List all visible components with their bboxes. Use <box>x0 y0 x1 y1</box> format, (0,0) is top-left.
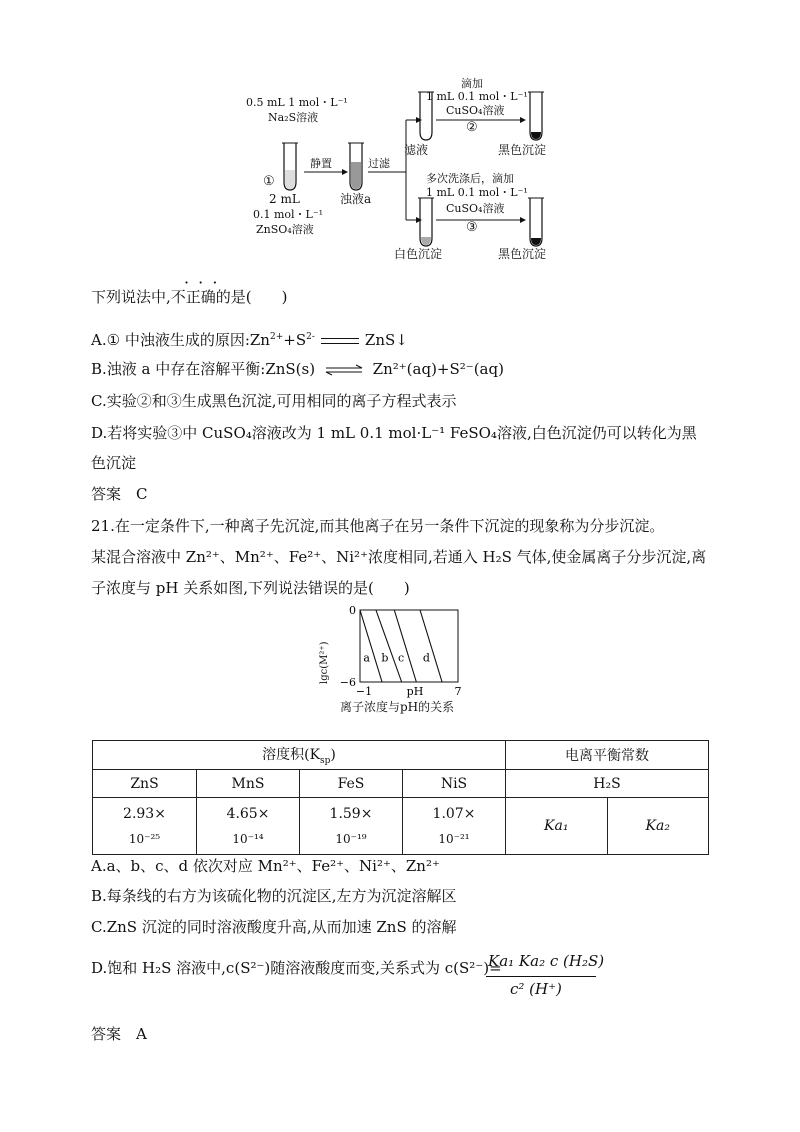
header-ksp: 溶度积$(K_{sp})$ <box>93 741 506 770</box>
equilibrium-arrow-icon <box>324 364 364 376</box>
x-tick-label: 7 <box>454 685 462 698</box>
q21-line1: 21.在一定条件下,一种离子先沉淀,而其他离子在另一条件下沉淀的现象称为分步沉淀。 <box>91 517 665 535</box>
ksp-zns: 2.93× 10⁻²⁵ <box>93 798 197 855</box>
add2-solution: CuSO₄溶液 <box>446 104 505 117</box>
test-tube-black-2 <box>528 198 544 246</box>
q21-answer: 答案 A <box>91 1025 147 1043</box>
wash-label: 多次洗涤后，滴加 <box>426 172 514 185</box>
q21-line2: 某混合溶液中 Zn²⁺、Mn²⁺、Fe²⁺、Ni²⁺浓度相同,若通入 H₂S 气体,使金属离子分步沉淀,离 <box>91 548 707 566</box>
q21-option-d: D.饱和 H₂S 溶液中,c(S²⁻)随溶液酸度而变,关系式为 c(S²⁻)= <box>91 959 502 977</box>
series-label-d: d <box>422 651 430 665</box>
reagent-top-conc: 0.5 mL 1 mol・L⁻¹ <box>246 96 348 109</box>
ksp-table <box>92 740 709 855</box>
fraction-bar <box>486 976 596 977</box>
tube1-solution: ZnSO₄溶液 <box>256 223 314 236</box>
ksp-nis: 1.07× 10⁻²¹ <box>403 798 506 855</box>
turbid-label: 浊液a <box>340 192 372 206</box>
chart-ylabel: lgc(M²⁺) <box>319 641 330 684</box>
step-stand-label: 静置 <box>310 157 332 170</box>
mark-3: ③ <box>466 220 478 235</box>
option-b-text: B.浊液 a 中存在溶解平衡:ZnS(s) <box>91 360 316 378</box>
chart-caption: 离子浓度与pH的关系 <box>340 700 455 714</box>
q20-option-c: C.实验②和③生成黑色沉淀,可用相同的离子方程式表示 <box>91 392 457 410</box>
q21-option-b: B.每条线的右方为该硫化物的沉淀区,左方为沉淀溶解区 <box>91 887 457 905</box>
y-tick-label: −6 <box>339 676 356 689</box>
add3-solution: CuSO₄溶液 <box>446 202 505 215</box>
compound-nis: NiS <box>403 770 506 798</box>
formula-numerator: Ka₁ Ka₂ c (H₂S) <box>488 952 605 970</box>
ka2-cell: Ka₂ <box>607 798 709 855</box>
add2-conc: 1 mL 0.1 mol・L⁻¹ <box>426 90 528 103</box>
q20-option-d-line2: 色沉淀 <box>91 454 137 472</box>
test-tube-1 <box>282 143 298 190</box>
reagent-top-solution: Na₂S溶液 <box>268 111 319 124</box>
option-b-products: Zn²⁺(aq)+S²⁻(aq) <box>372 360 504 378</box>
series-label-c: c <box>398 651 405 665</box>
q20-answer: 答案 C <box>91 485 148 503</box>
filtrate-label: 滤液 <box>404 143 429 157</box>
header-ka: 电离平衡常数 <box>506 741 709 770</box>
formula-denominator: c² (H⁺) <box>510 980 562 998</box>
white-ppt-label: 白色沉淀 <box>394 247 443 261</box>
add3-conc: 1 mL 0.1 mol・L⁻¹ <box>426 186 528 199</box>
compound-fes: FeS <box>300 770 403 798</box>
option-a-product: ZnS↓ <box>364 331 408 349</box>
ka1-cell: Ka₁ <box>506 798 608 855</box>
compound-mns: MnS <box>197 770 300 798</box>
q21-option-a: A.a、b、c、d 依次对应 Mn²⁺、Fe²⁺、Ni²⁺、Zn²⁺ <box>91 857 440 875</box>
q20-stem: 下列说法中,不正确的是( ) <box>91 288 288 306</box>
test-tube-black-1 <box>528 92 544 140</box>
y-tick-label: 0 <box>349 604 356 617</box>
mark-2: ② <box>466 120 478 135</box>
q20-option-b <box>91 359 504 379</box>
tube1-conc: 0.1 mol・L⁻¹ <box>253 208 324 221</box>
add-label: 滴加 <box>461 77 483 90</box>
tube1-volume: 2 mL <box>269 192 300 206</box>
x-axis-label: pH <box>406 685 424 698</box>
q20-option-a: A.① 中浊液生成的原因$:Zn^{2+}+S^{2-}$ ZnS↓ <box>91 331 408 349</box>
emphasis-dots: · · · <box>184 273 220 292</box>
step-filter-label: 过滤 <box>368 157 390 170</box>
plot-frame <box>360 610 458 682</box>
option-a-text: A.① 中浊液生成的原因:Zn <box>91 331 270 349</box>
test-tube-white-ppt <box>418 198 434 246</box>
series-label-b: b <box>381 651 389 665</box>
series-line-a <box>360 610 382 682</box>
black-ppt-label-2: 黑色沉淀 <box>498 247 547 261</box>
black-ppt-label-1: 黑色沉淀 <box>498 143 547 157</box>
series-label-a: a <box>363 651 370 665</box>
x-tick-label: −1 <box>355 685 373 698</box>
equals-sign <box>321 338 359 344</box>
ksp-fes: 1.59× 10⁻¹⁹ <box>300 798 403 855</box>
series-line-d <box>420 610 442 682</box>
tube1-mark: ① <box>263 174 275 189</box>
q20-option-d-line1: D.若将实验③中 CuSO₄溶液改为 1 mL 0.1 mol·L⁻¹ FeSO₄溶液,白色沉淀仍可以转化为黑 <box>91 424 697 442</box>
q21-line3: 子浓度与 pH 关系如图,下列说法错误的是( ) <box>91 579 410 597</box>
q21-option-c: C.ZnS 沉淀的同时溶液酸度升高,从而加速 ZnS 的溶解 <box>91 918 457 936</box>
compound-zns: ZnS <box>93 770 197 798</box>
ksp-mns: 4.65× 10⁻¹⁴ <box>197 798 300 855</box>
test-tube-turbid <box>348 143 364 190</box>
acid-h2s: H₂S <box>506 770 709 798</box>
